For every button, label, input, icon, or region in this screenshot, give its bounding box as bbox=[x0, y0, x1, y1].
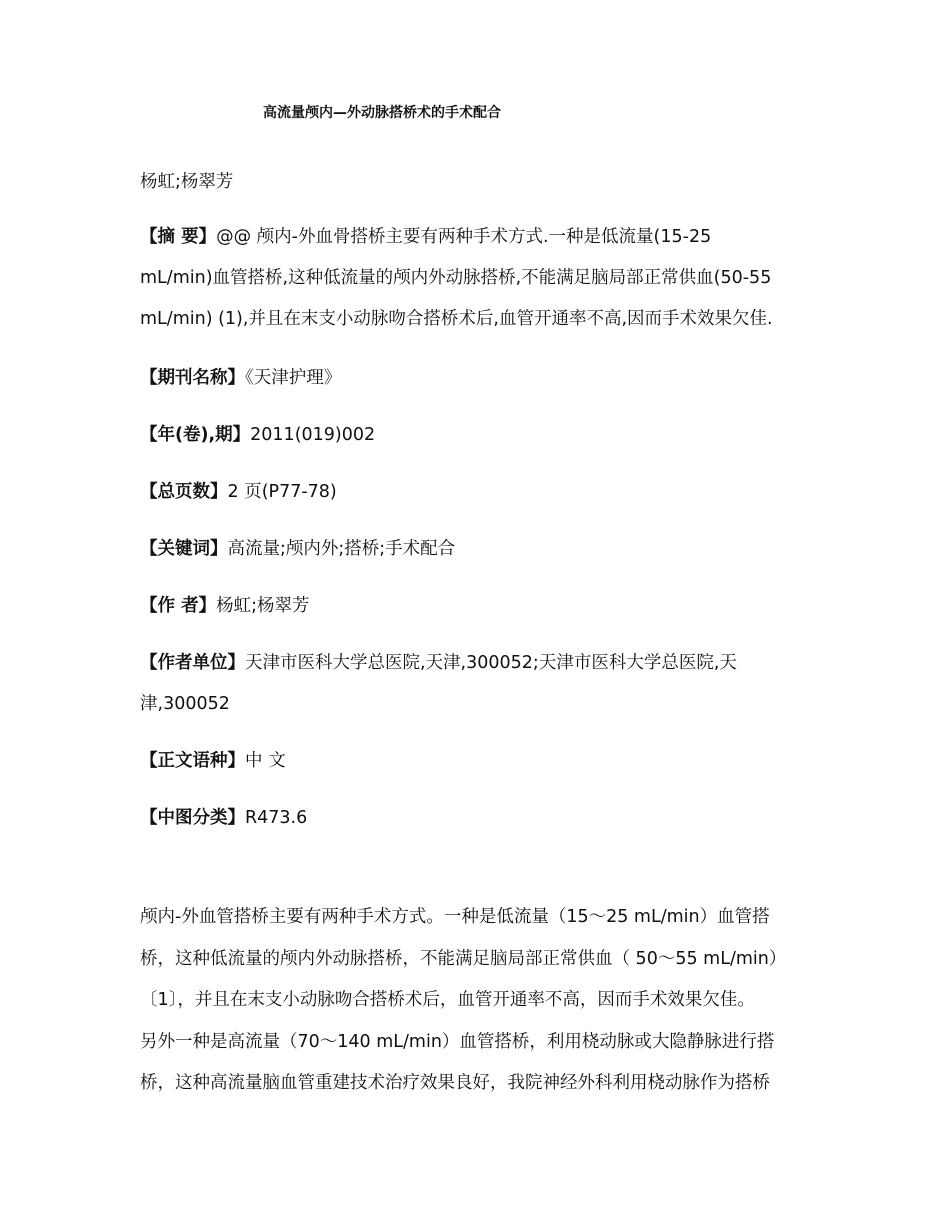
body-line-5: 桥，这种高流量脑血管重建技术治疗效果良好，我院神经外科利用桡动脉作为搭桥 bbox=[140, 1073, 770, 1093]
pages-value: 2 页(P77-78) bbox=[227, 482, 337, 502]
abstract-line-3: mL/min) (1),并且在末支小动脉吻合搭桥术后,血管开通率不高,因而手术效果欠佳. bbox=[140, 309, 773, 329]
author-label: 【作 者】 bbox=[140, 596, 217, 616]
year-label: 【年(卷),期】 bbox=[140, 425, 251, 445]
affiliation-field bbox=[140, 643, 830, 725]
affiliation-line-1 bbox=[140, 643, 830, 684]
document-title: 高流量颅内—外动脉搭桥术的手术配合 bbox=[263, 105, 501, 121]
body-line-1: 颅内-外血管搭桥主要有两种手术方式。一种是低流量（15～25 mL/min）血管搭 bbox=[140, 907, 770, 927]
abstract-line-2: mL/min)血管搭桥,这种低流量的颅内外动脉搭桥,不能满足脑局部正常供血(50-55 bbox=[140, 268, 772, 288]
body-line-3: 〔1〕，并且在末支小动脉吻合搭桥术后，血管开通率不高，因而手术效果欠佳。 bbox=[140, 990, 755, 1010]
year-value: 2011(019)002 bbox=[250, 425, 376, 445]
affiliation-line-2: 津,300052 bbox=[140, 694, 230, 714]
keywords-field bbox=[140, 529, 830, 570]
abstract-line-1 bbox=[140, 217, 830, 258]
journal-value: 《天津护理》 bbox=[245, 368, 342, 388]
abstract-label: 【摘 要】 bbox=[140, 227, 217, 247]
author-field bbox=[140, 586, 830, 627]
abstract-section bbox=[140, 217, 830, 340]
journal-field bbox=[140, 358, 830, 399]
abstract-text-1: @@ 颅内-外血骨搭桥主要有两种手术方式.一种是低流量(15-25 bbox=[216, 227, 712, 247]
language-label: 【正文语种】 bbox=[140, 751, 245, 771]
body-line-4: 另外一种是高流量（70～140 mL/min）血管搭桥，利用桡动脉或大隐静脉进行搭 bbox=[140, 1031, 775, 1052]
year-volume-issue-field bbox=[140, 415, 830, 456]
page-count-field bbox=[140, 472, 830, 513]
pages-label: 【总页数】 bbox=[140, 482, 228, 502]
classification-field bbox=[140, 798, 830, 839]
journal-label: 【期刊名称】 bbox=[140, 368, 245, 388]
body-paragraph bbox=[140, 897, 830, 1105]
keywords-label: 【关键词】 bbox=[140, 539, 228, 559]
author-value: 杨虹;杨翠芳 bbox=[216, 596, 310, 616]
language-field bbox=[140, 741, 830, 782]
affiliation-value-1: 天津市医科大学总医院,天津,300052;天津市医科大学总医院,天 bbox=[245, 653, 737, 673]
classification-value: R473.6 bbox=[245, 808, 308, 828]
body-line-2: 桥，这种低流量的颅内外动脉搭桥，不能满足脑局部正常供血（ 50～55 mL/min） bbox=[140, 948, 787, 969]
language-value: 中 文 bbox=[245, 751, 286, 771]
affiliation-label: 【作者单位】 bbox=[140, 653, 245, 673]
authors-line: 杨虹;杨翠芳 bbox=[140, 172, 234, 192]
classification-label: 【中图分类】 bbox=[140, 808, 245, 828]
keywords-value: 高流量;颅内外;搭桥;手术配合 bbox=[227, 539, 456, 559]
